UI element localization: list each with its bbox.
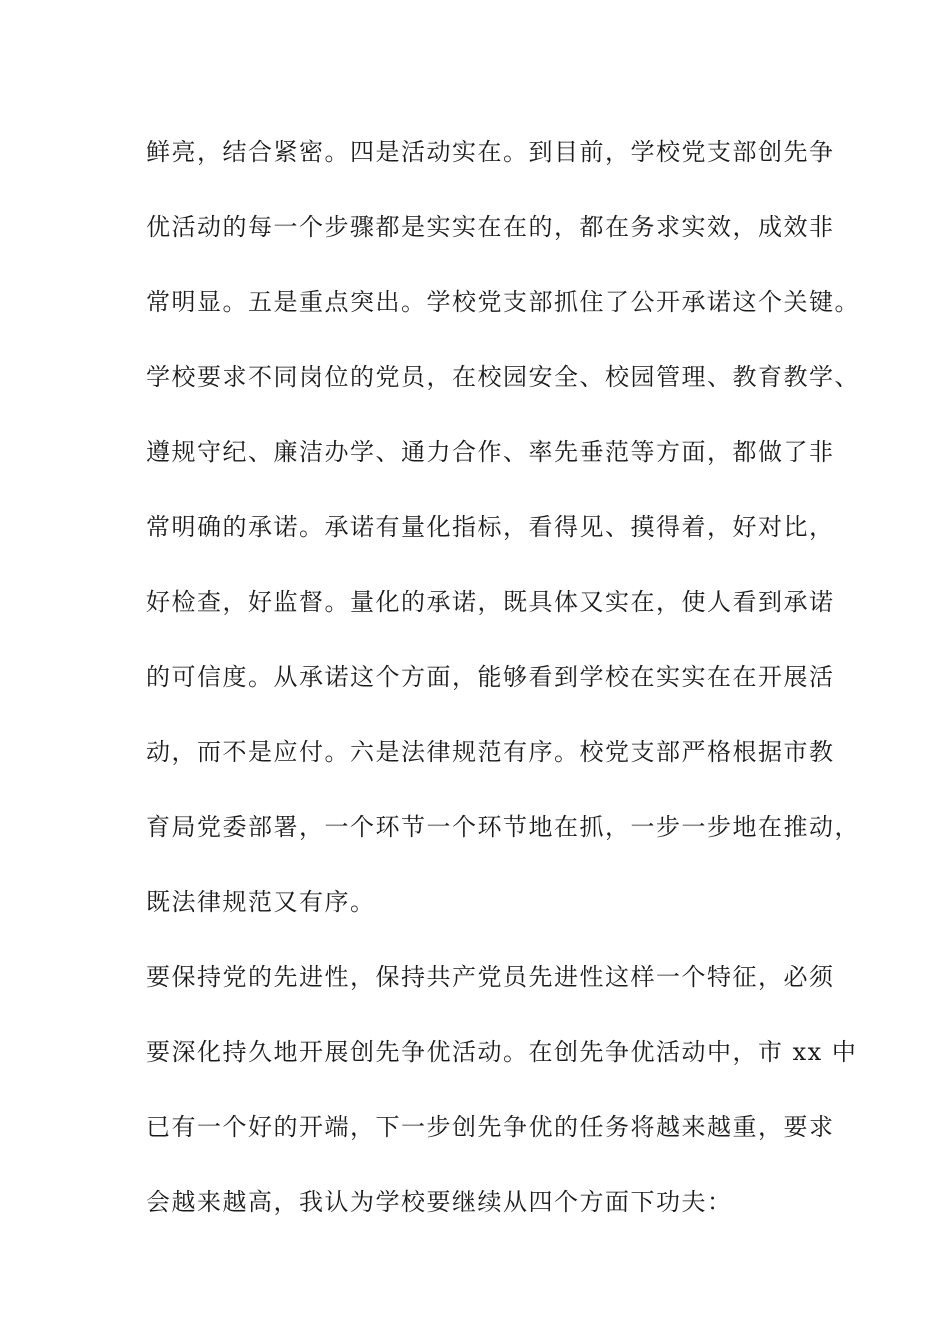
text-line: 已有一个好的开端，下一步创先争优的任务将越来越重，要求 <box>146 1113 835 1141</box>
text-line: 学校要求不同岗位的党员，在校园安全、校园管理、教育教学、 <box>146 363 860 391</box>
text-line: 优活动的每一个步骤都是实实在在的，都在务求实效，成效非 <box>146 213 835 241</box>
text-line: 要深化持久地开展创先争优活动。在创先争优活动中，市 xx 中 <box>146 1038 858 1066</box>
text-line: 育局党委部署，一个环节一个环节地在抓，一步一步地在推动， <box>146 813 860 841</box>
text-line: 的可信度。从承诺这个方面，能够看到学校在实实在在开展活 <box>146 663 835 691</box>
text-line: 要保持党的先进性，保持共产党员先进性这样一个特征，必须 <box>146 963 835 991</box>
text-line: 动，而不是应付。六是法律规范有序。校党支部严格根据市教 <box>146 738 835 766</box>
text-line: 会越来越高，我认为学校要继续从四个方面下功夫： <box>146 1188 733 1216</box>
text-line: 好检查，好监督。量化的承诺，既具体又实在，使人看到承诺 <box>146 588 835 616</box>
text-line: 常明确的承诺。承诺有量化指标，看得见、摸得着，好对比， <box>146 513 835 541</box>
text-line: 遵规守纪、廉洁办学、通力合作、率先垂范等方面，都做了非 <box>146 438 835 466</box>
text-line: 既法律规范又有序。 <box>146 888 376 916</box>
text-line: 鲜亮，结合紧密。四是活动实在。到目前，学校党支部创先争 <box>146 138 835 166</box>
text-line: 常明显。五是重点突出。学校党支部抓住了公开承诺这个关键。 <box>146 288 860 316</box>
